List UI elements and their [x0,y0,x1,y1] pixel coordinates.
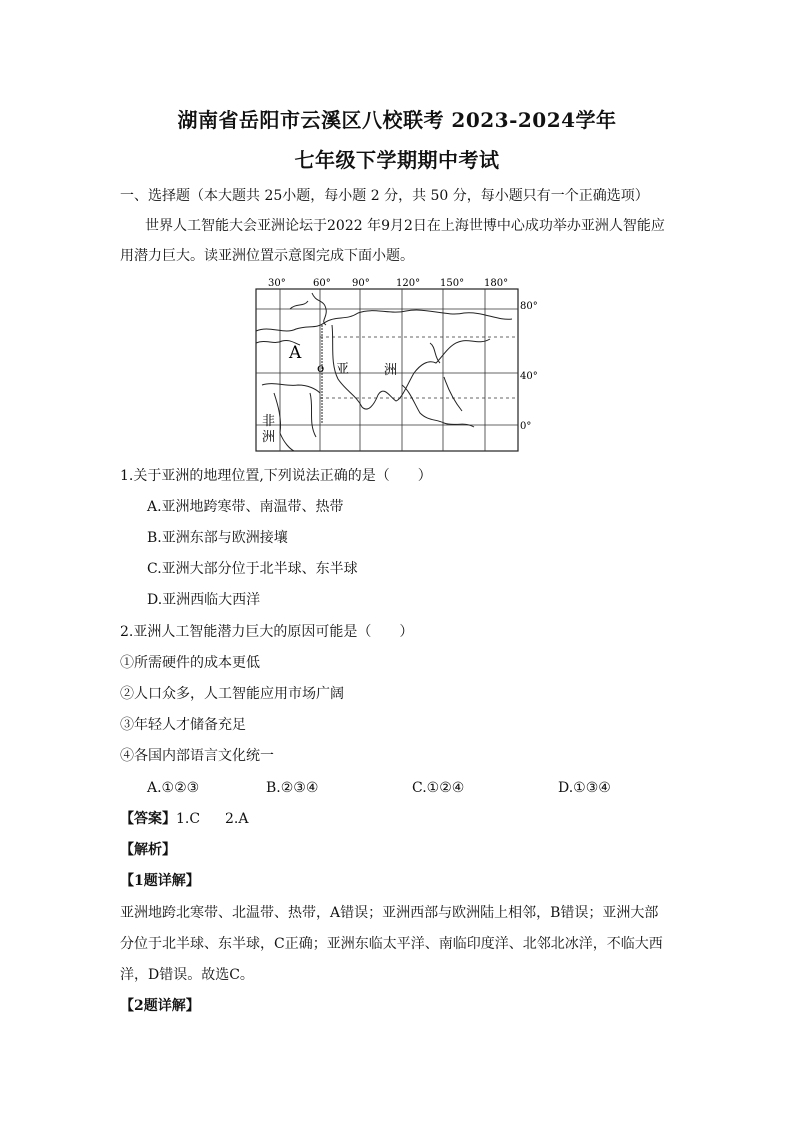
lat-label-40: 40° [520,371,538,382]
analysis-label: 【解析】 [120,842,176,858]
q2-stem: 2.亚洲人工智能潜力巨大的原因可能是（ ） [120,624,414,640]
q1-detail-label: 【1题详解】 [120,873,200,889]
map-label-africa-2: 洲 [262,430,276,445]
q2-option-d: D.①③④ [558,780,611,796]
q1-option-c: C.亚洲大部分位于北半球、东半球 [147,561,358,577]
map-label-a: A [289,343,302,363]
section-heading: 一、选择题（本大题共 25小题，每小题 2 分，共 50 分，每小题只有一个正确选项） [120,188,649,204]
q2-option-a: A.①②③ [147,780,200,796]
lon-label-150: 150° [440,278,465,289]
q1-option-b: B.亚洲东部与欧洲接壤 [147,530,288,546]
q1-detail-line-2: 分位于北半球、东半球，C正确；亚洲东临太平洋、南临印度洋、北邻北冰洋，不临大西 [120,936,663,952]
q2-option-b: B.②③④ [266,780,319,796]
q1-detail-line-3: 洋，D错误。故选C。 [120,967,254,983]
title-line-2: 七年级下学期期中考试 [294,148,500,172]
q1-option-d: D.亚洲西临大西洋 [147,592,261,608]
map-label-africa-1: 非 [262,414,276,429]
intro-line-1: 世界人工智能大会亚洲论坛于2022 年9月2日在上海世博中心成功举办亚洲人智能应 [145,218,665,234]
title-line-1: 湖南省岳阳市云溪区八校联考 2023-2024学年 [177,108,617,132]
map-label-asia-1: 亚 [336,362,350,377]
map-label-asia-2: 洲 [384,363,398,378]
map-label-o: o [317,361,325,375]
q1-detail-line-1: 亚洲地跨北寒带、北温带、热带，A错误；亚洲西部与欧洲陆上相邻，B错误；亚洲大部 [120,905,659,921]
asia-location-map [250,273,550,455]
answer-label: 【答案】 [120,811,176,827]
lat-label-80: 80° [520,301,538,312]
lon-label-120: 120° [396,278,421,289]
answer-2: 2.A [225,811,249,827]
lon-label-180: 180° [484,278,509,289]
q2-detail-label: 【2题详解】 [120,998,200,1014]
q2-item-1: ①所需硬件的成本更低 [120,655,260,671]
answer-1: 1.C [176,811,201,827]
q1-option-a: A.亚洲地跨寒带、南温带、热带 [147,499,344,515]
q2-option-c: C.①②④ [412,780,465,796]
q1-stem: 1.关于亚洲的地理位置,下列说法正确的是（ ） [120,468,432,484]
lon-label-90: 90° [352,278,370,289]
lon-label-30: 30° [268,278,286,289]
intro-line-2: 用潜力巨大。读亚洲位置示意图完成下面小题。 [120,248,414,264]
q2-item-2: ②人口众多，人工智能应用市场广阔 [120,686,344,702]
lat-label-0: 0° [520,421,532,432]
q2-item-4: ④各国内部语言文化统一 [120,748,274,764]
q2-item-3: ③年轻人才储备充足 [120,717,246,733]
lon-label-60: 60° [313,278,331,289]
